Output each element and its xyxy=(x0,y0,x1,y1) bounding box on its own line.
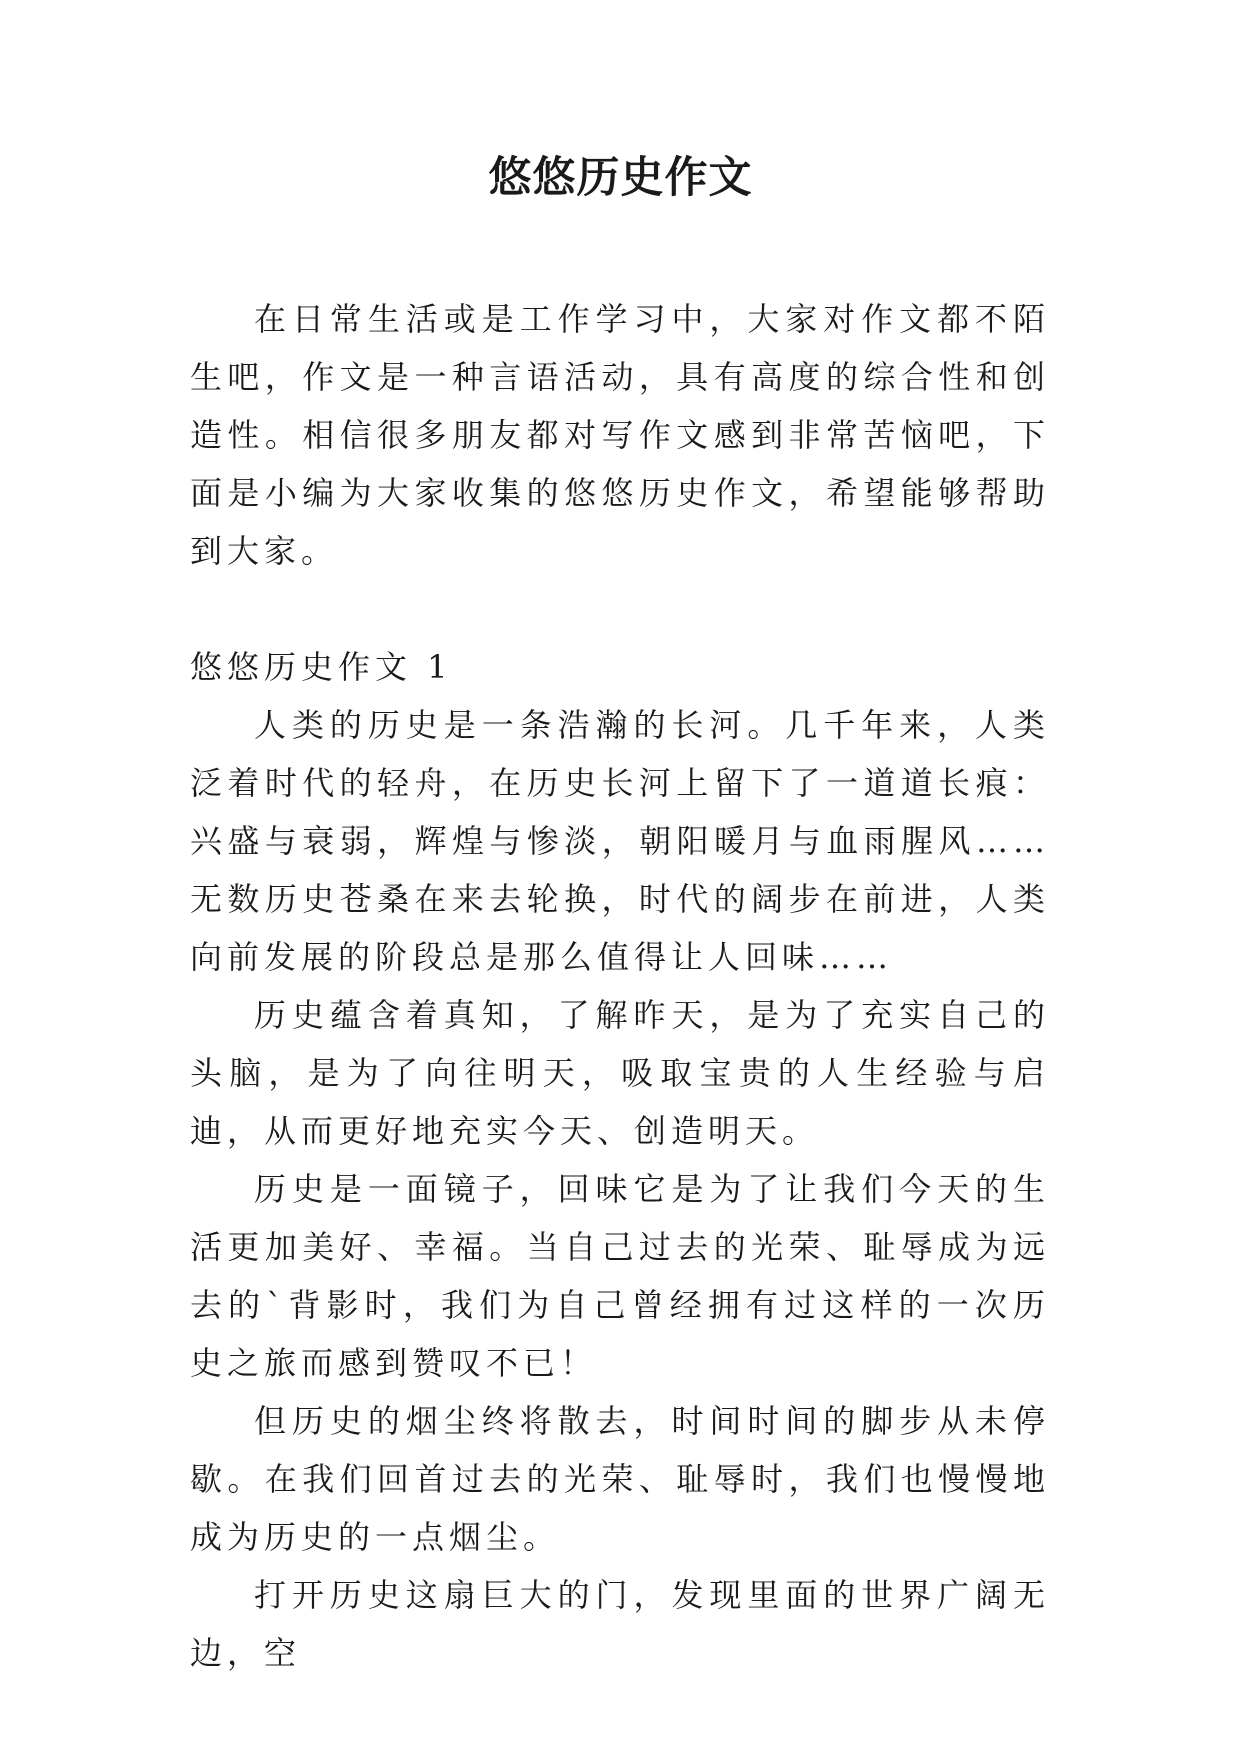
intro-paragraph: 在日常生活或是工作学习中，大家对作文都不陌生吧，作文是一种言语活动，具有高度的综合性和创造性。相信很多朋友都对写作文感到非常苦恼吧，下面是小编为大家收集的悠悠历史作文，希望能够帮助到大家。 xyxy=(190,300,1050,570)
section-heading: 悠悠历史作文 1 xyxy=(190,648,453,686)
document-body xyxy=(190,290,1050,1682)
body-paragraph-5: 打开历史这扇巨大的门，发现里面的世界广阔无边，空 xyxy=(190,1576,1050,1672)
document-title: 悠悠历史作文 xyxy=(488,153,753,203)
body-paragraph-3: 历史是一面镜子，回味它是为了让我们今天的生活更加美好、幸福。当自己过去的光荣、耻辱成为远去的`背影时，我们为自己曾经拥有过这样的一次历史之旅而感到赞叹不已！ xyxy=(190,1170,1050,1382)
body-paragraph-4: 但历史的烟尘终将散去，时间时间的脚步从未停歇。在我们回首过去的光荣、耻辱时，我们也慢慢地成为历史的一点烟尘。 xyxy=(190,1402,1050,1556)
body-paragraph-2: 历史蕴含着真知，了解昨天，是为了充实自己的头脑，是为了向往明天，吸取宝贵的人生经验与启迪，从而更好地充实今天、创造明天。 xyxy=(190,996,1050,1150)
body-paragraph-1: 人类的历史是一条浩瀚的长河。几千年来，人类泛着时代的轻舟，在历史长河上留下了一道道长痕：兴盛与衰弱，辉煌与惨淡，朝阳暖月与血雨腥风……无数历史苍桑在来去轮换，时代的阔步在前进，人类向前发展的阶段总是那么值得让人回味…… xyxy=(190,706,1050,976)
